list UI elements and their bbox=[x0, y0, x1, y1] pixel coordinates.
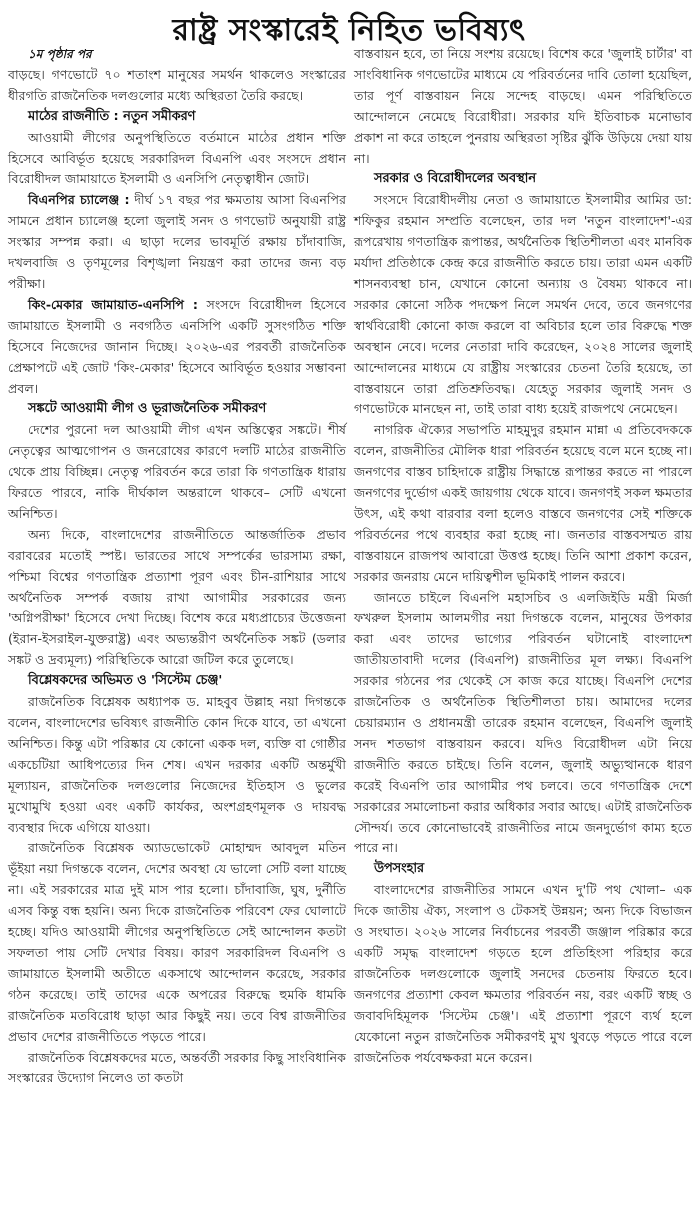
paragraph: জানতে চাইলে বিএনপি মহাসচিব ও এলজিইডি মন্ত্রী মির্জা ফখরুল ইসলাম আলমগীর নয়া দিগন্তকে বলেন, মানুষের উপকার করা এবং তাদের ভাগ্যের পরিবর্তন ঘটানোই বাংলাদেশ জাতীয়তাবাদী দলের (বিএনপি) রাজনীতির মূল লক্ষ্য। বিএনপি সরকার গঠনের পর থেকেই সে কাজ করে যাচ্ছে। বিএনপি দেশের রাজনৈতিক ও অর্থনৈতিক স্থিতিশীলতা চায়। আমাদের দলের চেয়ারম্যান ও প্রধানমন্ত্রী তারেক রহমান বলেছেন, বিএনপি জুলাই সনদ শতভাগ বাস্তবায়ন করবে। যদিও বিরোধীদল এটা নিয়ে রাজনীতি করতে চাইছে। তিনি বলেন, জুলাই অভ্যুত্থানকে ধারণ করেই বিএনপি তার আগামীর পথ চলবে। তবে গণতান্ত্রিক দেশে সরকারের সমালোচনা করার অধিকার সবার আছে। এটাই রাজনৈতিক সৌন্দর্য। তবে কোনোভাবেই রাজনীতির নামে জনদুর্ভোগ কাম্য হতে পারে না। bbox=[354, 589, 692, 856]
paragraph: রাজনৈতিক বিশ্লেষকদের মতে, অন্তর্বর্তী সরকার কিছু সাংবিধানিক সংস্কারের উদ্যোগ নিলেও তা কতটা bbox=[8, 1049, 346, 1086]
paragraph bbox=[8, 190, 346, 295]
inline-heading: বিএনপির চ্যালেঞ্জ : bbox=[28, 192, 130, 208]
article-column-right bbox=[354, 44, 692, 1068]
section-heading: উপসংহার bbox=[374, 861, 425, 877]
paragraph: দেশের পুরনো দল আওয়ামী লীগ এখন অস্তিত্বের সঙ্কটে। শীর্ষ নেতৃত্বের আত্মগোপন ও জনরোষের কারণে দলটি মাঠের রাজনীতি থেকে প্রায় বিচ্ছিন্ন। নেতৃত্ব পরিবর্তন করে তারা কি গণতান্ত্রিক ধারায় ফিরতে পারবে, নাকি দীর্ঘকাল অন্তরালে থাকবে– সেটি এখনো অনিশ্চিত। bbox=[8, 422, 346, 521]
paragraph: বাড়ছে। গণভোটে ৭০ শতাংশ মানুষের সমর্থন থাকলেও সংস্কারের ধীরগতি রাজনৈতিক দলগুলোর মধ্যে অস্থিরতা তৈরি করছে। bbox=[8, 66, 346, 103]
section-heading: মাঠের রাজনীতি : নতুন সমীকরণ bbox=[28, 108, 196, 124]
paragraph: বাস্তবায়ন হবে, তা নিয়ে সংশয় রয়েছে। বিশেষ করে 'জুলাই চার্টার' বা সাংবিধানিক গণভোটের মাধ্যমে যে পরিবর্তনের দাবি তোলা হয়েছিল, তার পূর্ণ বাস্তবায়ন নিয়ে সন্দেহ বাড়ছে। এমন পরিস্থিতিতে আন্দোলনে নেমেছে বিরোধীরা। সরকার যদি ইতিবাচক মনোভাব প্রকাশ না করে তাহলে পুনরায় অস্থিরতা সৃষ্টির ঝুঁকি উড়িয়ে দেয়া যায় না। bbox=[354, 46, 692, 166]
continued-from-label: ১ম পৃষ্ঠার পর bbox=[28, 47, 92, 61]
paragraph: নাগরিক ঐক্যের সভাপতি মাহমুদুর রহমান মান্না এ প্রতিবেদককে বলেন, রাজনীতির মৌলিক ধারা পরিবর্তন হয়েছে বলে মনে হচ্ছে না। জনগণের বাস্তব চাহিদাকে রাষ্ট্রীয় সিদ্ধান্তে রূপান্তর করতে না পারলে জনগণের দুর্ভোগ একই জায়গায় থেকে যাবে। জনগণই সকল ক্ষমতার উৎস, এই কথা বারবার বলা হলেও বাস্তবে জনগণের সেই শক্তিকে পরিবর্তনের পথে ব্যবহার করা হচ্ছে না। জনতার বাস্তবসম্মত রায় বাস্তবায়নে রাজপথ আবারো উত্তপ্ত হচ্ছে। তিনি আশা প্রকাশ করেন, সরকার জনরায় মেনে দায়িত্বশীল ভূমিকাই পালন করবে। bbox=[354, 422, 692, 584]
article-column-left bbox=[8, 44, 346, 1089]
paragraph: রাজনৈতিক বিশ্লেষক অধ্যাপক ড. মাহবুব উল্লাহ নয়া দিগন্তকে বলেন, বাংলাদেশের ভবিষ্যৎ রাজনীতি কোন দিকে যাবে, তা এখনো অনিশ্চিত। কিন্তু এটা পরিষ্কার যে কোনো একক দল, ব্যক্তি বা গোষ্ঠীর একচেটিয়া আধিপত্যের দিন শেষ। এখন দরকার একটি অন্তর্মুখী মূল্যায়ন, রাজনৈতিক দলগুলোর নিজেদের ইতিহাস ও ভুলের মুখোমুখি হওয়া এবং একটি কার্যকর, অংশগ্রহণমূলক ও দায়বদ্ধ ব্যবস্থার দিকে এগিয়ে যাওয়া। bbox=[8, 694, 346, 835]
paragraph-text: দীর্ঘ ১৭ বছর পর ক্ষমতায় আসা বিএনপির সামনে প্রধান চ্যালেঞ্জ হলো জুলাই সনদ ও গণভোট অনুযায়ী রাষ্ট্র সংস্কার সম্পন্ন করা। এ ছাড়া দলের ভাবমূর্তি রক্ষায় চাঁদাবাজি, দখলবাজি ও তৃণমূলের বিশৃঙ্খলা নিয়ন্ত্রণ করা তাদের জন্য বড় পরীক্ষা। bbox=[8, 192, 347, 291]
paragraph: অন্য দিকে, বাংলাদেশের রাজনীতিতে আন্তর্জাতিক প্রভাব বরাবরের মতোই স্পষ্ট। ভারতের সাথে সম্পর্কের ভারসাম্য রক্ষা, পশ্চিমা বিশ্বের গণতান্ত্রিক প্রত্যাশা পূরণ এবং চীন-রাশিয়ার সাথে অর্থনৈতিক সম্পর্ক বজায় রাখা আগামীর সরকারের জন্য 'অগ্নিপরীক্ষা' হিসেবে দেখা দিচ্ছে। বিশেষ করে মধ্যপ্রাচ্যের উত্তেজনা (ইরান-ইসরাইল-যুক্তরাষ্ট্র) এবং অভ্যন্তরীণ অর্থনৈতিক সঙ্কট (ডলার সঙ্কট ও দ্রব্যমূল্য) পরিস্থিতিকে আরো জটিল করে তুলেছে। bbox=[8, 526, 346, 668]
paragraph-text: সংসদে বিরোধীদল হিসেবে জামায়াতে ইসলামী ও নবগঠিত এনসিপি একটি সুসংগঠিত শক্তি হিসেবে নিজেদের জানান দিচ্ছে। ২০২৬-এর পরবর্তী রাজনৈতিক প্রেক্ষাপটে এই জোট 'কিং-মেকার' হিসেবে আবির্ভূত হওয়ার সম্ভাবনা প্রবল। bbox=[8, 296, 347, 396]
section-heading: সঙ্কটে আওয়ামী লীগ ও ভূরাজনৈতিক সমীকরণ bbox=[28, 401, 267, 417]
paragraph: সংসদে বিরোধীদলীয় নেতা ও জামায়াতে ইসলামীর আমির ডা: শফিকুর রহমান সম্প্রতি বলেছেন, তার দল 'নতুন বাংলাদেশ'-এর রূপরেখায় গণতান্ত্রিক রূপান্তর, অর্থনৈতিক স্থিতিশীলতা এবং মানবিক মর্যাদা প্রতিষ্ঠাকে কেন্দ্র করে রাজনীতি করতে চায়। তারা এমন একটি শাসনব্যবস্থা চান, যেখানে কোনো অন্যায় ও বৈষম্য থাকবে না। সরকার কোনো সঠিক পদক্ষেপ নিলে সমর্থন দেবে, তবে জনগণের স্বার্থবিরোধী কোনো কাজ করলে বা অবিচার হলে তার বিরুদ্ধে শক্ত অবস্থান নেবে। দলের নেতারা দাবি করেছেন, ২০২৪ সালের জুলাই আন্দোলনের মাধ্যমে যে রাষ্ট্রীয় সংস্কারের চেতনা তৈরি হয়েছে, তা বাস্তবায়নে তারা প্রতিশ্রুতিবদ্ধ। যেহেতু সরকার জুলাই সনদ ও গণভোটকে মানছেন না, তাই তারা বাধ্য হয়েই রাজপথে নেমেছেন। bbox=[354, 192, 692, 417]
paragraph: আওয়ামী লীগের অনুপস্থিতিতে বর্তমানে মাঠের প্রধান শক্তি হিসেবে আবির্ভূত হয়েছে সরকারিদল বিএনপি এবং সংসদে প্রধান বিরোধীদল জামায়াতে ইসলামী ও এনসিপি নেতৃত্বাধীন জোট। bbox=[8, 129, 346, 187]
paragraph: রাজনৈতিক বিশ্লেষক অ্যাডভোকেট মোহাম্মদ আবদুল মতিন ভূঁইয়া নয়া দিগন্তকে বলেন, দেশের অবস্থা যে ভালো সেটি বলা যাচ্ছে না। এই সরকারের মাত্র দুই মাস পার হলো। চাঁদাবাজি, ঘুষ, দুর্নীতি এসব কিন্তু বন্ধ হয়নি। অন্য দিকে রাজনৈতিক পরিবেশ ফের ঘোলাটে হচ্ছে। যদিও আওয়ামী লীগের অনুপস্থিতিতে সেই আন্দোলন কতটা সফলতা পায় সেটি দেখার বিষয়। কারণ সরকারিদল বিএনপি ও জামায়াতে ইসলামী অতীতে একসাথে আন্দোলন করেছে, সরকার গঠন করেছে। তাই তাদের একে অপরের বিরুদ্ধে হুমকি ধামকি রাজনৈতিক মতবিরোধ ছাড়া আর কিছুই নয়। তবে বিশ্ব রাজনীতির প্রভাব দেশের রাজনীতিতে পড়তে পারে। bbox=[8, 840, 346, 1044]
paragraph bbox=[8, 295, 346, 400]
paragraph: বাংলাদেশের রাজনীতির সামনে এখন দু'টি পথ খোলা– এক দিকে জাতীয় ঐক্য, সংলাপ ও টেকসই উন্নয়ন; অন্য দিকে বিভাজন ও সংঘাত। ২০২৬ সালের নির্বাচনের পরবর্তী জঞ্জাল পরিষ্কার করে একটি সমৃদ্ধ বাংলাদেশ গড়তে হলে প্রতিহিংসা পরিহার করে রাজনৈতিক দলগুলোকে জুলাই সনদের চেতনায় ফিরতে হবে। জনগণের প্রত্যাশা কেবল ক্ষমতার পরিবর্তন নয়, বরং একটি স্বচ্ছ ও জবাবদিহিমূলক 'সিস্টেম চেঞ্জ'। এই প্রত্যাশা পূরণে ব্যর্থ হলে যেকোনো নতুন রাজনৈতিক সমীকরণই মুখ থুবড়ে পড়তে পারে বলে রাজনৈতিক পর্যবেক্ষকরা মনে করেন। bbox=[354, 882, 692, 1065]
inline-heading: কিং-মেকার জামায়াত-এনসিপি : bbox=[28, 296, 198, 312]
section-heading: বিশ্লেষকদের অভিমত ও 'সিস্টেম চেঞ্জ' bbox=[28, 673, 223, 689]
article-headline: রাষ্ট্র সংস্কারেই নিহিত ভবিষ্যৎ bbox=[172, 13, 526, 48]
section-heading: সরকার ও বিরোধীদলের অবস্থান bbox=[374, 171, 536, 187]
